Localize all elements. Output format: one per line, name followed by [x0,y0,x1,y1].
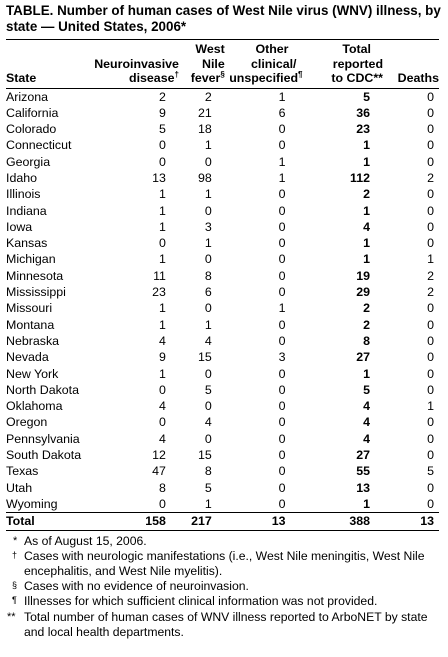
cell-west-nile-fever: 0 [204,252,212,267]
table-header [6,40,439,88]
table-body [6,88,439,530]
table-row [6,366,439,382]
cell-neuroinvasive: 12 [152,448,166,463]
cell-other-clinical: 0 [278,138,286,153]
cell-neuroinvasive: 11 [153,268,166,283]
cell-neuroinvasive: 0 [159,382,166,397]
table-row [6,382,439,398]
cell-state: Minnesota [6,268,64,283]
footnote [6,579,439,594]
table-row [6,480,439,496]
cell-deaths: 0 [427,187,434,202]
cell-other-clinical: 0 [278,285,286,300]
cell-state: Utah [6,480,33,495]
cell-state: Idaho [6,170,38,185]
cell-state: Georgia [6,154,51,169]
table-row [6,414,439,430]
cell-state: Colorado [6,122,57,137]
footnote-mark: § [12,580,18,591]
header-west-nile-fever: West Nile fever§ [190,42,225,85]
cell-total-reported: 1 [363,138,371,153]
cell-deaths: 0 [427,415,434,430]
footnote-mark: ¶ [12,595,17,606]
cell-total-reported: 13 [356,480,371,495]
cell-other-clinical: 0 [278,480,286,495]
cell-west-nile-fever: 1 [204,236,212,251]
cell-other-clinical: 6 [278,105,286,120]
cell-total-reported: 27 [356,448,371,463]
cell-other-clinical: 1 [278,170,286,185]
cell-neuroinvasive: 2 [159,89,166,104]
cell-neuroinvasive: 0 [159,154,166,169]
cell-other-clinical: 3 [278,350,286,365]
cell-deaths: 0 [427,105,434,120]
cell-west-nile-fever: 3 [204,219,212,234]
header-deaths: Deaths [397,71,439,85]
table-total-row [6,513,439,530]
cell-other-clinical: 0 [278,252,286,267]
cell-west-nile-fever: 15 [197,350,212,365]
cell-deaths: 0 [427,317,434,332]
cell-total-reported: 4 [363,431,371,446]
cell-neuroinvasive: 4 [159,431,166,446]
cell-state: Indiana [6,203,47,218]
cell-west-nile-fever: 21 [197,105,212,120]
cell-neuroinvasive: 0 [159,236,166,251]
table-row [6,463,439,479]
cell-neuroinvasive: 1 [159,366,166,381]
cell-deaths: 1 [427,252,434,267]
cell-neuroinvasive: 4 [159,333,166,348]
footnote-mark: ** [7,610,16,623]
cell-deaths: 0 [427,236,434,251]
cell-total-reported: 1 [363,252,371,267]
cell-total-reported: 5 [363,382,371,397]
cell-neuroinvasive: 1 [159,317,166,332]
cell-west-nile-fever: 5 [204,382,212,397]
cell-total-reported: 1 [363,496,371,511]
cell-total-reported: 1 [363,236,371,251]
cell-total-reported: 2 [363,187,371,202]
table-row [6,333,439,349]
cell-west-nile-fever: 0 [204,366,212,381]
cell-total-reported: 27 [356,350,371,365]
cell-other-clinical: 1 [278,154,286,169]
cell-state: Oregon [6,415,48,430]
cell-total-reported: 4 [363,399,371,414]
table-row [6,88,439,105]
cell-deaths: 0 [427,89,434,104]
document-page [6,0,446,640]
cell-state: California [6,105,59,120]
table-row [6,317,439,333]
cell-state: Pennsylvania [6,431,80,446]
cell-other-clinical: 0 [278,333,286,348]
cell-deaths: 0 [427,382,434,397]
cell-other-clinical: 0 [278,268,286,283]
cell-west-nile-fever: 18 [197,122,212,137]
table-row [6,170,439,186]
table-row [6,154,439,170]
footnotes [6,534,439,640]
cell-neuroinvasive: 1 [159,187,166,202]
table-row [6,398,439,414]
cell-west-nile-fever: 0 [204,431,212,446]
cell-deaths: 0 [427,138,434,153]
cell-neuroinvasive: 9 [159,105,166,120]
cell-state: Mississippi [6,285,66,300]
table-row [6,349,439,365]
cell-total-reported: 2 [363,317,371,332]
cell-deaths: 2 [427,285,434,300]
table-row [6,137,439,153]
cell-total-reported: 36 [356,105,371,120]
cell-other-clinical: 0 [278,415,286,430]
cell-west-nile-fever: 1 [204,138,212,153]
header-other-clinical: Other clinical/ unspecified¶ [229,42,303,85]
table-row [6,203,439,219]
cell-other-clinical: 0 [278,496,286,511]
cell-state: Iowa [6,219,33,234]
cell-deaths: 1 [427,399,434,414]
cell-deaths: 5 [427,464,434,479]
cell-deaths: 2 [427,268,434,283]
cell-west-nile-fever: 15 [197,448,212,463]
cell-neuroinvasive: 9 [159,350,166,365]
footnote [6,549,439,579]
cell-deaths: 2 [427,170,434,185]
cell-west-nile-fever: 0 [204,399,212,414]
cell-other-clinical: 1 [278,89,286,104]
table-row [6,284,439,300]
cell-state: Texas [6,464,39,479]
footnote-text: As of August 15, 2006. [24,533,147,548]
footnote [6,594,439,609]
cell-total-reported: 4 [363,219,371,234]
cell-state: Kansas [6,236,48,251]
cell-other-clinical: 0 [278,203,286,218]
cell-neuroinvasive: 47 [152,464,166,479]
cell-deaths: 0 [427,333,434,348]
cell-other-clinical: 13 [271,514,286,529]
table-row [6,105,439,121]
footnote-text: Cases with no evidence of neuroinvasion. [24,579,249,594]
cell-west-nile-fever: 0 [204,203,212,218]
cell-other-clinical: 0 [278,366,286,381]
cell-other-clinical: 0 [278,122,286,137]
cell-state: Wyoming [6,496,58,511]
cell-west-nile-fever: 1 [204,317,212,332]
table-title: TABLE. Number of human cases of West Nile virus (WNV) illness, by state — United States, 2006* [6,3,441,34]
cell-other-clinical: 0 [278,317,286,332]
cell-deaths: 0 [427,448,434,463]
footnote-text: Illnesses for which sufficient clinical information was not provided. [24,594,378,609]
cell-west-nile-fever: 98 [197,170,212,185]
cell-total-reported: 112 [350,170,371,185]
footnote-text: Total number of human cases of WNV illness reported to ArboNET by state and local health departments. [24,609,428,639]
table-row [6,268,439,284]
cell-state: Missouri [6,301,53,316]
cell-neuroinvasive: 13 [152,170,166,185]
cell-other-clinical: 0 [278,382,286,397]
cell-deaths: 0 [427,301,434,316]
footnote-text: Cases with neurologic manifestations (i.e., West Nile meningitis, West Nile encephalitis, and West Nile myelitis). [24,548,425,578]
cell-west-nile-fever: 2 [204,89,212,104]
cell-state: Montana [6,317,55,332]
cell-other-clinical: 0 [278,399,286,414]
cell-deaths: 0 [427,496,434,511]
footnote-mark: * [13,534,18,547]
cell-deaths: 0 [427,431,434,446]
cell-state: Nevada [6,350,49,365]
cell-neuroinvasive: 1 [159,252,166,267]
header-neuroinvasive: Neuroinvasive disease† [94,56,179,85]
footnote [6,534,439,549]
footnote-mark: † [12,549,18,560]
cell-total-reported: 2 [363,301,371,316]
cell-west-nile-fever: 1 [204,187,212,202]
cell-total-reported: 55 [356,464,371,479]
cell-west-nile-fever: 6 [204,285,212,300]
cell-state: New York [6,366,59,381]
cell-total-reported: 1 [363,366,371,381]
cell-total-reported: 388 [349,514,371,529]
cell-state: Nebraska [6,333,60,348]
cell-total-reported: 23 [356,122,371,137]
cell-neuroinvasive: 1 [159,219,166,234]
cell-other-clinical: 0 [278,431,286,446]
table-row [6,186,439,202]
cell-other-clinical: 0 [278,219,286,234]
cell-state: Connecticut [6,138,72,153]
header-total-reported: Total reported to CDC** [331,42,384,85]
cell-neuroinvasive: 5 [159,122,166,137]
cell-deaths: 0 [427,122,434,137]
cell-neuroinvasive: 1 [159,203,166,218]
cell-other-clinical: 0 [278,448,286,463]
cell-west-nile-fever: 217 [191,514,212,529]
cell-deaths: 0 [427,366,434,381]
table-row [6,300,439,316]
table-row [6,447,439,463]
cell-state: North Dakota [6,382,80,397]
cell-west-nile-fever: 0 [204,154,212,169]
cell-west-nile-fever: 4 [204,415,212,430]
footnote [6,610,439,640]
cell-neuroinvasive: 23 [152,285,166,300]
cell-neuroinvasive: 1 [159,301,166,316]
cell-west-nile-fever: 4 [204,333,212,348]
cell-total-reported: 19 [356,268,371,283]
cell-total-reported: 1 [363,154,371,169]
cell-neuroinvasive: 0 [159,496,166,511]
cell-total-reported: 29 [356,285,371,300]
cell-state: Total [6,514,35,529]
cell-deaths: 0 [427,154,434,169]
cell-neuroinvasive: 4 [159,399,166,414]
cell-total-reported: 4 [363,415,371,430]
cell-west-nile-fever: 8 [204,268,212,283]
cell-neuroinvasive: 0 [159,415,166,430]
cell-deaths: 0 [427,480,434,495]
table-row [6,235,439,251]
cell-state: Oklahoma [6,399,63,414]
cell-west-nile-fever: 8 [204,464,212,479]
cell-total-reported: 5 [363,89,371,104]
cell-state: South Dakota [6,448,82,463]
cell-total-reported: 1 [363,203,371,218]
wnv-cases-table [6,40,439,531]
table-row [6,251,439,267]
table-row [6,219,439,235]
cell-state: Arizona [6,89,49,104]
table-row [6,496,439,513]
cell-other-clinical: 0 [278,236,286,251]
cell-west-nile-fever: 0 [204,301,212,316]
cell-deaths: 0 [427,219,434,234]
cell-deaths: 13 [420,514,434,529]
cell-other-clinical: 1 [278,301,286,316]
cell-total-reported: 8 [363,333,371,348]
cell-neuroinvasive: 0 [159,138,166,153]
cell-deaths: 0 [427,350,434,365]
cell-state: Michigan [6,252,56,267]
table-row [6,431,439,447]
cell-state: Illinois [6,187,41,202]
cell-west-nile-fever: 1 [204,496,212,511]
table-row [6,121,439,137]
cell-other-clinical: 0 [278,464,286,479]
cell-deaths: 0 [427,203,434,218]
cell-other-clinical: 0 [278,187,286,202]
cell-west-nile-fever: 5 [204,480,212,495]
cell-neuroinvasive: 8 [159,480,166,495]
cell-neuroinvasive: 158 [145,514,166,529]
header-state: State [6,71,37,85]
